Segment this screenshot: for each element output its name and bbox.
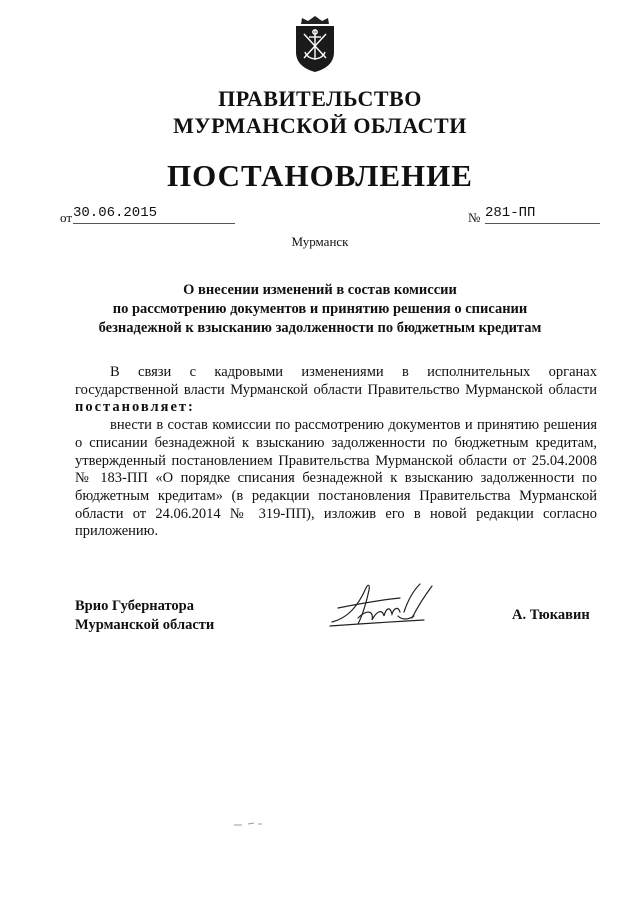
coat-of-arms-icon <box>292 14 338 72</box>
resolves-word: постановляет: <box>75 399 195 416</box>
signatory-position <box>75 597 214 635</box>
date-underline <box>73 223 235 224</box>
document-body <box>75 364 597 541</box>
position-line2: Мурманской области <box>75 617 215 633</box>
intro-text: В связи с кадровыми изменениями в исполнительных органах государственной власти Мурманской области Правительство Мурманской области <box>75 364 597 398</box>
resolution-item: внести в состав комиссии по рассмотрению документов и принятию решения о списании безнадежной к взысканию задолженности по бюджетным кредитам, утвержденный постановлением Правительства Мурманской области от 25.04.2008 № 183-ПП «О порядке списания безнадежной к взысканию задолженности по бюджетным кредитам» (в редакции постановления Правительства Мурманской области от 24.06.2014 № 319-ПП), изложив его в новой редакции согласно приложению. <box>75 417 597 540</box>
number-underline <box>485 223 600 224</box>
document-type: ПОСТАНОВЛЕНИЕ <box>167 158 473 193</box>
intro-paragraph <box>75 364 597 417</box>
date-prefix: от <box>60 210 73 225</box>
number-prefix: № <box>468 210 481 225</box>
date-number-row <box>60 205 580 229</box>
scan-mark <box>232 815 274 823</box>
government-title-line1: ПРАВИТЕЛЬСТВО <box>218 86 422 111</box>
document-number: 281-ПП <box>485 205 536 221</box>
document-subject <box>0 281 640 338</box>
subject-line3: безнадежной к взысканию задолженности по бюджетным кредитам <box>98 320 542 336</box>
position-line1: Врио Губернатора <box>75 598 194 614</box>
subject-line1: О внесении изменений в состав комиссии <box>183 282 457 298</box>
city: Мурманск <box>291 234 349 249</box>
document-date: 30.06.2015 <box>73 205 158 221</box>
handwritten-signature <box>328 578 446 634</box>
government-title-line2: МУРМАНСКОЙ ОБЛАСТИ <box>173 113 467 138</box>
signatory-name: А. Тюкавин <box>512 607 590 623</box>
subject-line2: по рассмотрению документов и принятию решения о списании <box>112 301 528 317</box>
